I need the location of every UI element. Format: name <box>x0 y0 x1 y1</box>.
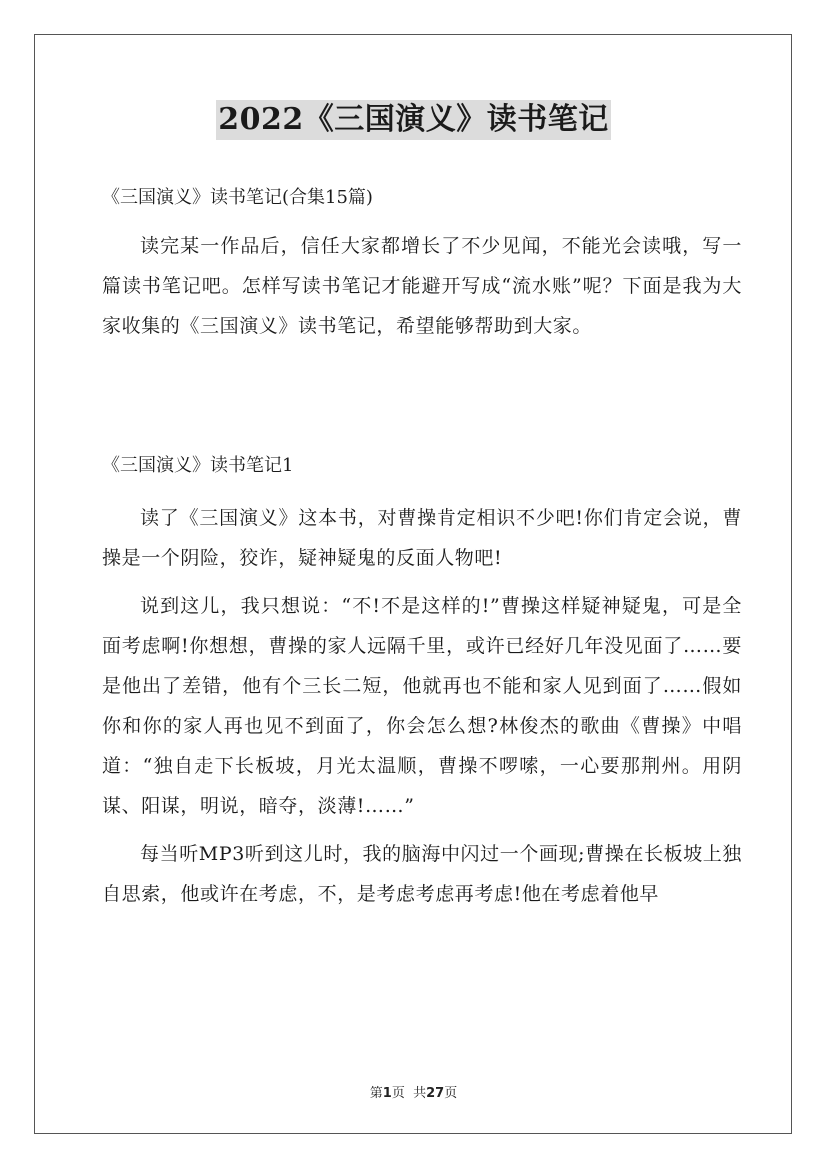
footer-page-mid: 页 共 <box>391 1086 427 1101</box>
intro-text: 读完某一作品后，信任大家都增长了不少见闻，不能光会读哦，写一篇读书笔记吧。怎样写读书笔记才能避开写成“流水账”呢？下面是我为大家收集的《三国演义》读书笔记，希望能够帮助到大家。 <box>102 235 742 337</box>
section-body <box>102 498 742 914</box>
paragraph-3: 每当听MP3听到这儿时，我的脑海中闪过一个画现;曹操在长板坡上独自思索，他或许在考虑，不，是考虑考虑再考虑!他在考虑着他早 <box>102 843 742 905</box>
section-heading-1: 《三国演义》读书笔记1 <box>102 455 294 476</box>
document-title: 2022《三国演义》读书笔记 <box>216 100 611 140</box>
paragraph-1: 读了《三国演义》这本书，对曹操肯定相识不少吧!你们肯定会说，曹操是一个阴险，狡诈，疑神疑鬼的反面人物吧! <box>102 507 742 569</box>
title-container <box>0 100 827 140</box>
intro-paragraph <box>102 226 742 346</box>
page-footer <box>0 1082 827 1101</box>
document-subtitle: 《三国演义》读书笔记(合集15篇) <box>102 187 373 208</box>
footer-page-total: 27 <box>426 1086 445 1101</box>
footer-page-current: 1 <box>382 1086 392 1101</box>
footer-page-prefix: 第 <box>369 1086 383 1101</box>
paragraph-2: 说到这儿，我只想说：“不!不是这样的!”曹操这样疑神疑鬼，可是全面考虑啊!你想想，曹操的家人远隔千里，或许已经好几年没见面了……要是他出了差错，他有个三长二短，他就再也不能和家人见到面了……假如你和你的家人再也见不到面了，你会怎么想?林俊杰的歌曲《曹操》中唱道：“独自走下长板坡，月光太温顺，曹操不啰嗦，一心要那荆州。用阴谋、阳谋，明说，暗夺，淡薄!……” <box>102 595 742 817</box>
footer-page-suffix: 页 <box>444 1086 458 1101</box>
